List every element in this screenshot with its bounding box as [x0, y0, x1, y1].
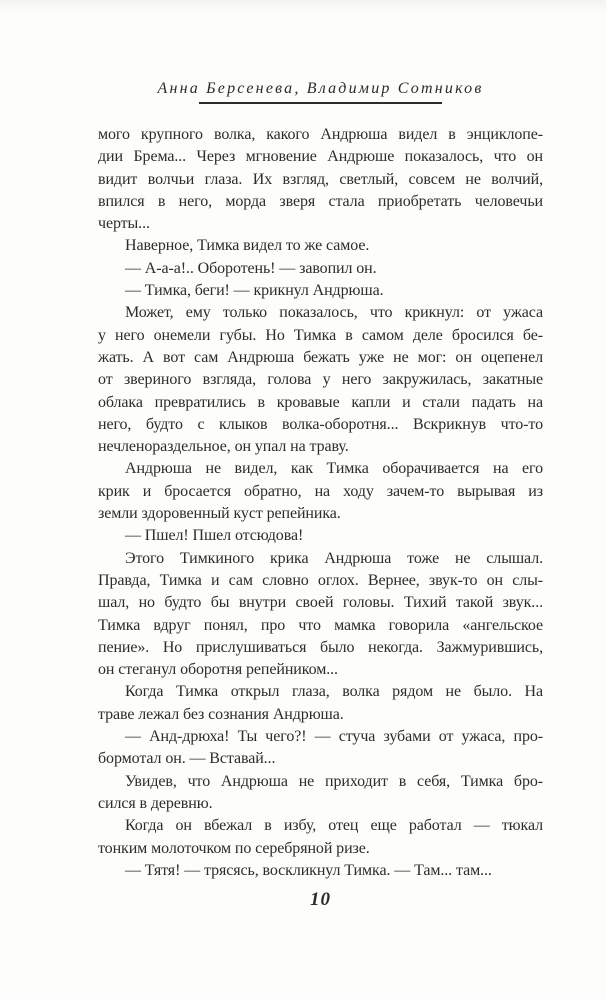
text-line: — Анд-дрюха! Ты чего?! — стуча зубами от ужаса, про- — [125, 728, 543, 746]
text-line: впился в него, морда зверя стала приобретать человечьи — [98, 192, 543, 210]
text-line: дии Брема... Через мгновение Андрюше показалось, что он — [98, 148, 543, 166]
running-head — [98, 80, 543, 104]
text-line: жать. А вот сам Андрюша бежать уже не мог: он оцепенел — [98, 348, 543, 366]
text-line: мого крупного волка, какого Андрюша видел в энциклопе- — [98, 126, 543, 143]
text-line: Правда, Тимка и сам словно оглох. Вернее, звук-то он слы- — [98, 571, 543, 589]
text-line: Может, ему только показалось, что крикнул: от ужаса — [125, 304, 543, 322]
text-line: сился в деревню. — [98, 794, 213, 812]
text-line: него, будто с клыков волка-оборотня... Вскрикнув что-то — [98, 415, 543, 433]
page-number: 10 — [310, 889, 331, 910]
paragraph — [98, 726, 543, 771]
text-line: крик и бросается обратно, на ходу зачем-то вырывая из — [98, 482, 543, 500]
text-line: Когда Тимка открыл глаза, волка рядом не было. На — [125, 683, 543, 701]
text-line: — А-а-а!.. Оборотень! — завопил он. — [125, 259, 377, 277]
paragraph — [98, 860, 543, 882]
paragraph — [98, 235, 543, 257]
text-line: от звериного взгляда, голова у него закружилась, закатные — [98, 371, 543, 389]
text-line: — Тимка, беги! — крикнул Андрюша. — [125, 282, 384, 300]
text-block — [98, 124, 543, 882]
text-line: тонким молоточком по серебряной ризе. — [98, 839, 370, 857]
text-line: облака превратились в кровавые капли и стали падать на — [98, 393, 543, 411]
text-line: черты... — [98, 215, 150, 233]
text-line: Увидев, что Андрюша не приходит в себя, Тимка бро- — [125, 772, 543, 790]
text-line: видит волчьи глаза. Их взгляд, светлый, совсем не волчий, — [98, 170, 543, 188]
paragraph — [98, 771, 543, 816]
paragraph — [98, 280, 543, 302]
text-line: траве лежал без сознания Андрюша. — [98, 705, 344, 723]
text-line: у него онемели губы. Но Тимка в самом деле бросился бе- — [98, 326, 543, 344]
text-line: нечленораздельное, он упал на траву. — [98, 438, 349, 456]
text-line: бормотал он. — Вставай... — [98, 750, 276, 768]
text-line: Когда он вбежал в избу, отец еще работал — тюкал — [125, 817, 543, 835]
paragraph — [98, 548, 543, 682]
text-line: — Тятя! — трясясь, воскликнул Тимка. — Там... там... — [125, 861, 492, 879]
paragraph — [98, 458, 543, 525]
text-line: он стеганул оборотня репейником... — [98, 661, 338, 679]
text-line: Этого Тимкиного крика Андрюша тоже не слышал. — [125, 549, 543, 567]
paragraph — [98, 124, 543, 235]
running-head-authors: Анна Берсенева, Владимир Сотников — [157, 80, 484, 97]
text-line: Наверное, Тимка видел то же самое. — [125, 237, 370, 255]
text-line: шал, но будто бы внутри своей головы. Тихий такой звук... — [98, 594, 543, 612]
text-line: — Пшел! Пшел отсюдова! — [125, 527, 304, 545]
text-line: Тимка вдруг понял, про что мамка говорила «ангельское — [98, 616, 543, 634]
text-line: Андрюша не видел, как Тимка оборачивается на его — [125, 460, 543, 478]
paragraph — [98, 525, 543, 547]
paragraph — [98, 302, 543, 458]
running-head-rule — [199, 102, 442, 104]
text-line: пение». Но прислушиваться было некогда. Зажмурившись, — [98, 638, 543, 656]
paragraph — [98, 258, 543, 280]
paragraph — [98, 681, 543, 726]
paragraph — [98, 815, 543, 860]
text-line: земли здоровенный куст репейника. — [98, 505, 341, 523]
